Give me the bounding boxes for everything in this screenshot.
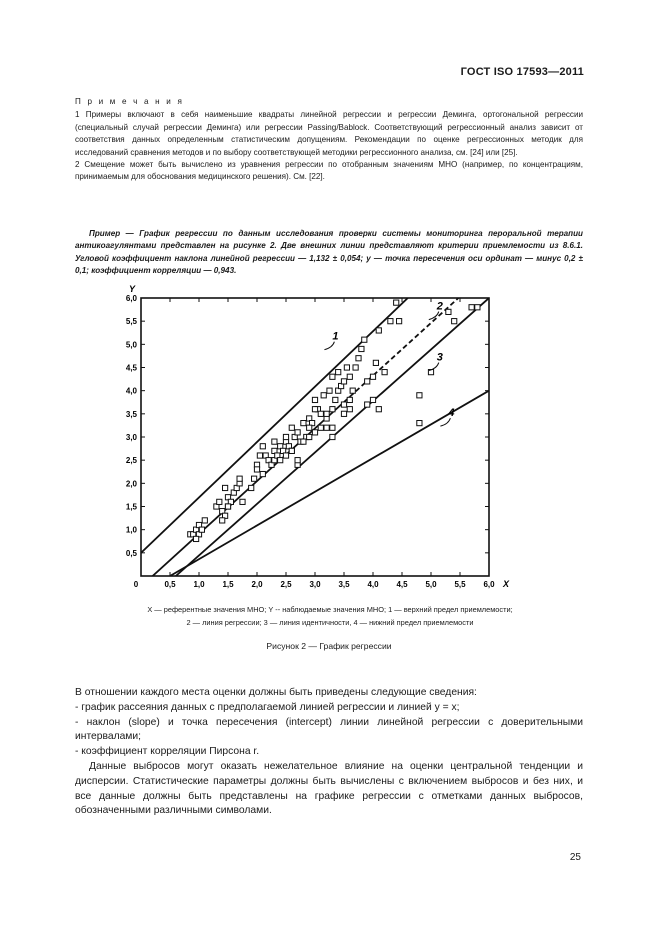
body-text	[75, 686, 583, 819]
y-tick-label: 3,5	[125, 409, 137, 419]
data-point	[301, 421, 306, 426]
data-point	[289, 425, 294, 430]
x-tick-label: 5,0	[425, 580, 437, 589]
data-point	[452, 319, 457, 324]
data-point	[283, 434, 288, 439]
data-point	[318, 411, 323, 416]
y-axis-label: Y	[129, 284, 136, 294]
line-leader-4	[440, 418, 450, 426]
data-point	[417, 421, 422, 426]
x-tick-label: 3,0	[309, 580, 321, 589]
regression-chart	[110, 278, 530, 598]
y-tick-label: 2,0	[125, 479, 137, 489]
data-point	[278, 458, 283, 463]
data-point	[312, 397, 317, 402]
data-point	[318, 425, 323, 430]
caption-line-2: 2 — линия регрессии; 3 — линия идентичности, 4 — нижний предел приемлемости	[186, 617, 474, 627]
y-tick-label: 1,0	[125, 525, 137, 535]
y-tick-label: 3,0	[125, 433, 137, 442]
data-point	[365, 379, 370, 384]
data-point	[194, 536, 199, 541]
data-point	[252, 476, 257, 481]
data-point	[446, 309, 451, 314]
y-tick-label: 5,0	[125, 340, 137, 350]
data-point	[321, 393, 326, 398]
data-point	[347, 374, 352, 379]
data-point	[254, 467, 259, 472]
y-tick-label: 2,5	[125, 456, 137, 466]
data-point	[330, 425, 335, 430]
x-tick-label: 4,5	[396, 580, 408, 589]
y-tick-label: 0,5	[125, 548, 137, 558]
data-point	[330, 407, 335, 412]
data-point	[223, 485, 228, 490]
data-point	[365, 402, 370, 407]
line-label-4: 4	[448, 407, 455, 420]
data-point	[370, 374, 375, 379]
data-point	[249, 485, 254, 490]
line-leader-1	[324, 342, 334, 350]
figure-title: Рисунок 2 — График регрессии	[266, 641, 392, 651]
y-tick-label: 4,5	[125, 363, 137, 373]
data-point	[376, 407, 381, 412]
data-point	[333, 397, 338, 402]
data-point	[350, 388, 355, 393]
data-point	[341, 402, 346, 407]
notes-block	[75, 96, 583, 184]
data-point	[289, 448, 294, 453]
x-tick-label: 2,5	[280, 580, 292, 589]
data-point	[312, 430, 317, 435]
example-block	[75, 228, 583, 278]
x-axis-label: X	[503, 579, 510, 589]
data-point	[341, 411, 346, 416]
data-point	[257, 453, 262, 458]
data-point	[312, 407, 317, 412]
data-point	[394, 300, 399, 305]
body-item-1: - график рассеяния данных с предполагаемой линией регрессии и линией у = х;	[75, 701, 460, 713]
body-item-2: - наклон (slope) и точка пересечения (intercept) линии линейной регрессии с доверительными интервалами;	[75, 716, 583, 743]
y-tick-label: 5,5	[125, 317, 137, 327]
data-point	[237, 476, 242, 481]
data-point	[260, 444, 265, 449]
line-label-1: 1	[332, 330, 339, 343]
body-item-3: - коэффициент корреляции Пирсона r.	[75, 746, 260, 758]
example-text: Пример — График регрессии по данным исследования проверки системы мониторинга пероральной терапии антикоагулянтами представлен на рисунке 2. Две внешних линии представляют критерии приемлемости из 8.6.1. Угловой коэффициент наклона линейной регрессии — 1,132 ± 0,054; у — точка пересечения оси ординат — минус 0,2 ± 0,1; коэффициент корреляции — 0,943.	[75, 229, 583, 276]
data-point	[356, 356, 361, 361]
data-point	[295, 458, 300, 463]
data-point	[359, 346, 364, 351]
y-tick-label: 4,0	[125, 386, 137, 396]
caption-line-1: X — референтные значения МНО; Y -- наблюдаемые значения МНО; 1 — верхний предел приемлемости;	[147, 605, 513, 614]
line-label-3: 3	[436, 351, 443, 364]
standard-header: ГОСТ ISO 17593—2011	[460, 66, 584, 78]
data-point	[330, 374, 335, 379]
data-point	[336, 370, 341, 375]
body-intro: В отношении каждого места оценки должны быть приведены следующие сведения:	[75, 687, 477, 698]
note-1: 1 Примеры включают в себя наименьшие квадраты линейной регрессии и регрессии Деминга, ортогональной регрессии (специальный случай регрессии Деминга) или регрессии Passing/Bablock. Соответствующий регрессионный анализ зависит от соответствия данных определенным статистическим допущениям. Рекомендации по оценке регрессионных методик для исследований сравнения методов и по выбору соответствующей методики регрессионного анализа, см. [24] или [25].	[75, 110, 583, 157]
data-point	[397, 319, 402, 324]
data-point	[240, 499, 245, 504]
data-point	[217, 499, 222, 504]
data-point	[417, 393, 422, 398]
x-tick-label: 1,5	[222, 580, 234, 589]
x-tick-label: 6,0	[483, 580, 495, 589]
data-point	[347, 407, 352, 412]
y-tick-label: 1,5	[125, 502, 137, 512]
y-tick-label: 6,0	[125, 294, 137, 303]
x-tick-label: 0,5	[164, 580, 176, 589]
data-point	[202, 518, 207, 523]
data-point	[344, 365, 349, 370]
data-point	[301, 439, 306, 444]
data-point	[260, 471, 265, 476]
x-tick-label: 5,5	[454, 580, 466, 589]
data-point	[475, 305, 480, 310]
x-tick-label: 3,5	[338, 580, 350, 589]
data-point	[324, 411, 329, 416]
line-label-2: 2	[436, 300, 443, 313]
data-point	[324, 425, 329, 430]
data-point	[362, 337, 367, 342]
data-point	[283, 453, 288, 458]
x-tick-label: 2,0	[251, 580, 263, 589]
note-2: 2 Смещение может быть вычислено из уравнения регрессии по отобранным значениям МНО (например, по концентрациям, принимаемым для обоснования медицинского решения). См. [22].	[75, 160, 583, 182]
data-point	[330, 434, 335, 439]
page-number: 25	[569, 852, 581, 863]
data-point	[341, 379, 346, 384]
x-tick-label: 1,0	[193, 580, 205, 589]
data-point	[272, 439, 277, 444]
data-point	[469, 305, 474, 310]
data-point	[388, 319, 393, 324]
data-point	[199, 527, 204, 532]
data-point	[220, 518, 225, 523]
x-tick-label: 4,0	[367, 580, 379, 589]
origin-label: 0	[133, 580, 139, 589]
data-point	[370, 397, 375, 402]
figure-caption	[90, 604, 570, 629]
data-point	[373, 360, 378, 365]
data-point	[353, 365, 358, 370]
data-point	[307, 434, 312, 439]
data-point	[327, 388, 332, 393]
notes-title: П р и м е ч а н и я	[75, 97, 185, 106]
data-point	[295, 430, 300, 435]
body-paragraph: Данные выбросов могут оказать нежелательное влияние на оценки центральной тенденции и дисперсии. Статистические параметры должны быть вычислены с включением выбросов и без них, и все данные должны быть представлены на графике регрессии с отметками данных выбросов, обозначенными различными символами.	[75, 760, 583, 817]
data-point	[382, 370, 387, 375]
data-point	[376, 328, 381, 333]
data-point	[307, 425, 312, 430]
data-point	[225, 504, 230, 509]
data-point	[347, 397, 352, 402]
line-leader-2	[429, 312, 439, 320]
